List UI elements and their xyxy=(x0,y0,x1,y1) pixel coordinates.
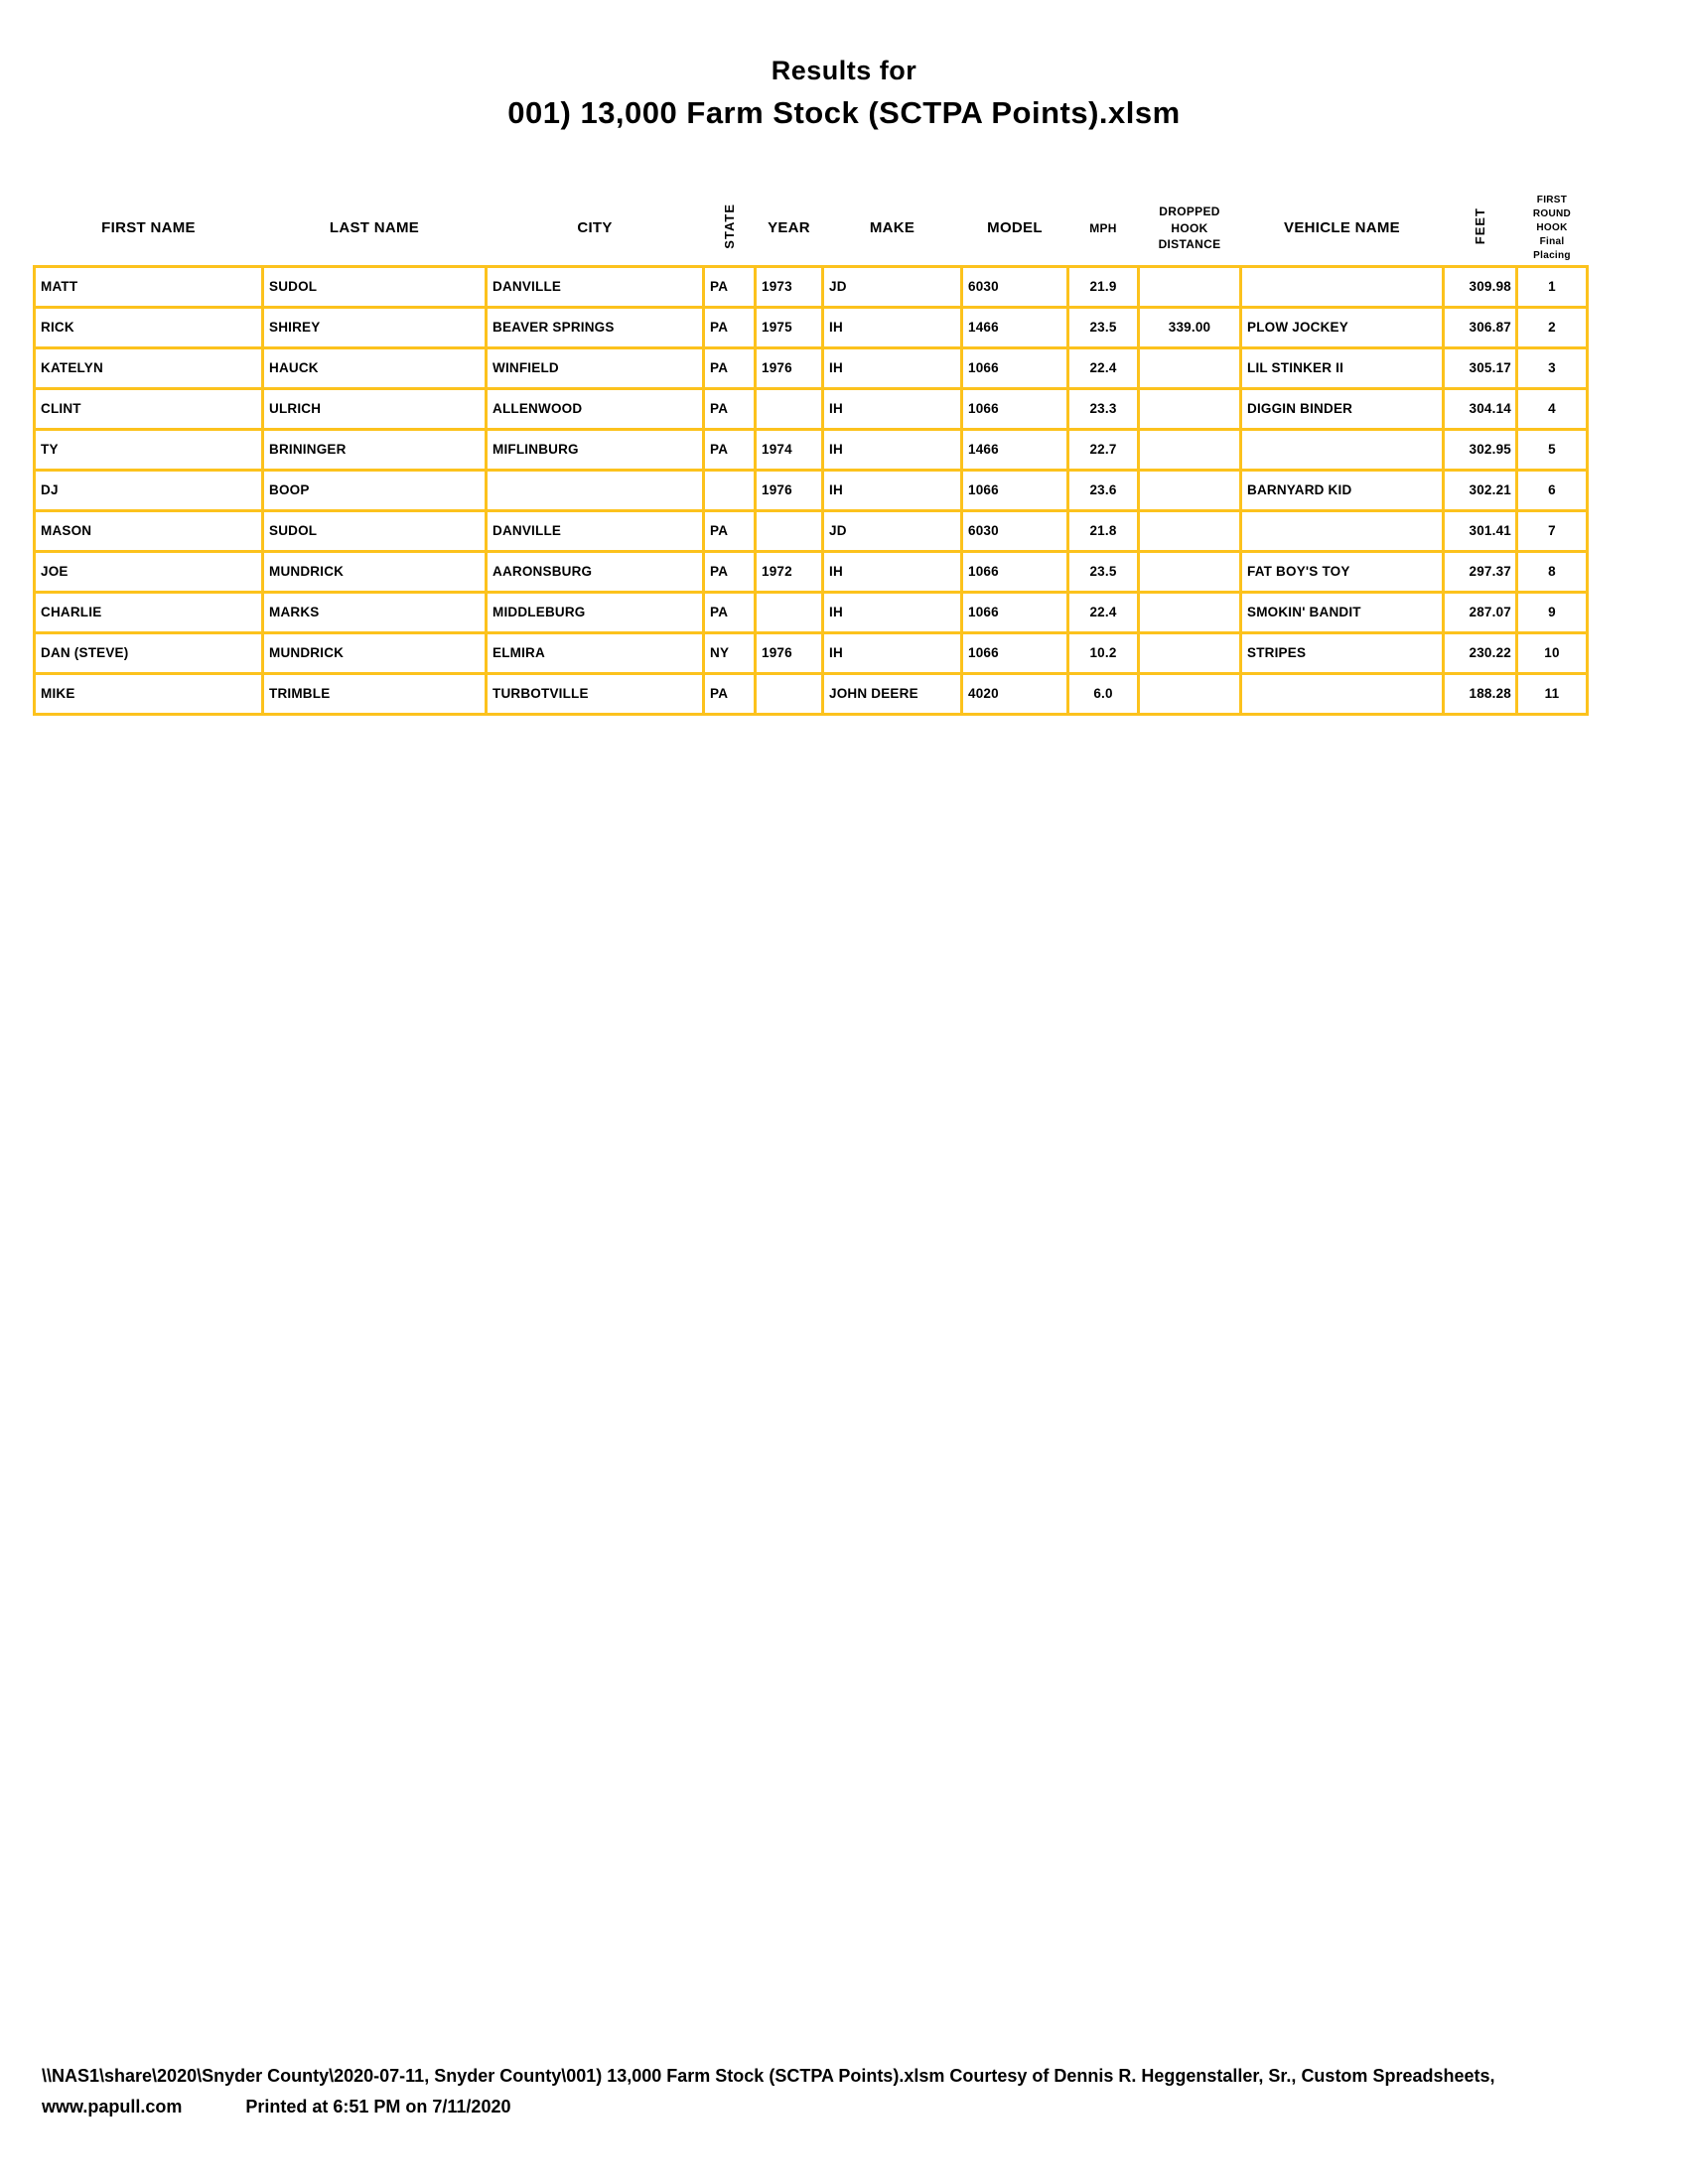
cell-year: 1976 xyxy=(756,632,823,673)
table-row xyxy=(35,347,1588,388)
cell-make: IH xyxy=(823,429,962,470)
cell-first-name: MIKE xyxy=(35,673,263,714)
table-row xyxy=(35,632,1588,673)
cell-city: MIFLINBURG xyxy=(487,429,704,470)
cell-vehicle-name: LIL STINKER II xyxy=(1241,347,1444,388)
cell-city: ALLENWOOD xyxy=(487,388,704,429)
cell-first-name: CHARLIE xyxy=(35,592,263,632)
cell-make: IH xyxy=(823,470,962,510)
cell-first-name: JOE xyxy=(35,551,263,592)
cell-dropped-hook-distance xyxy=(1139,510,1241,551)
cell-city xyxy=(487,470,704,510)
footer-printed-timestamp: Printed at 6:51 PM on 7/11/2020 xyxy=(245,2097,511,2116)
cell-first-name: MASON xyxy=(35,510,263,551)
cell-last-name: MUNDRICK xyxy=(263,551,487,592)
cell-last-name: SUDOL xyxy=(263,510,487,551)
table-row xyxy=(35,388,1588,429)
cell-year xyxy=(756,673,823,714)
cell-last-name: TRIMBLE xyxy=(263,673,487,714)
cell-mph: 22.4 xyxy=(1068,592,1139,632)
cell-placing: 10 xyxy=(1517,632,1588,673)
cell-dropped-hook-distance xyxy=(1139,266,1241,307)
cell-year: 1976 xyxy=(756,347,823,388)
cell-vehicle-name xyxy=(1241,429,1444,470)
cell-state: PA xyxy=(704,551,756,592)
cell-placing: 1 xyxy=(1517,266,1588,307)
results-table-body xyxy=(35,266,1588,714)
cell-feet: 297.37 xyxy=(1444,551,1517,592)
cell-vehicle-name xyxy=(1241,266,1444,307)
cell-city: ELMIRA xyxy=(487,632,704,673)
cell-last-name: SHIREY xyxy=(263,307,487,347)
column-header-feet xyxy=(1444,192,1517,266)
cell-make: JD xyxy=(823,266,962,307)
cell-mph: 23.3 xyxy=(1068,388,1139,429)
cell-year: 1972 xyxy=(756,551,823,592)
cell-make: IH xyxy=(823,632,962,673)
column-header-dropped-hook-distance: DROPPED HOOK DISTANCE xyxy=(1158,205,1221,251)
cell-model: 4020 xyxy=(962,673,1068,714)
cell-first-name: MATT xyxy=(35,266,263,307)
cell-vehicle-name: SMOKIN' BANDIT xyxy=(1241,592,1444,632)
table-row xyxy=(35,592,1588,632)
cell-make: JD xyxy=(823,510,962,551)
cell-feet: 301.41 xyxy=(1444,510,1517,551)
table-header-row xyxy=(35,192,1588,266)
cell-state: PA xyxy=(704,266,756,307)
cell-last-name: BOOP xyxy=(263,470,487,510)
cell-state: PA xyxy=(704,673,756,714)
cell-first-name: KATELYN xyxy=(35,347,263,388)
cell-vehicle-name: STRIPES xyxy=(1241,632,1444,673)
cell-mph: 23.5 xyxy=(1068,307,1139,347)
placing-header-sub: Final Placing xyxy=(1533,235,1571,261)
table-row xyxy=(35,551,1588,592)
cell-city: BEAVER SPRINGS xyxy=(487,307,704,347)
cell-make: IH xyxy=(823,388,962,429)
cell-model: 1066 xyxy=(962,470,1068,510)
cell-city: DANVILLE xyxy=(487,266,704,307)
column-header-first-round-hook-placing xyxy=(1517,192,1588,266)
cell-model: 6030 xyxy=(962,266,1068,307)
footer-website-link: www.papull.com xyxy=(42,2097,183,2116)
cell-dropped-hook-distance xyxy=(1139,592,1241,632)
cell-first-name: CLINT xyxy=(35,388,263,429)
cell-dropped-hook-distance xyxy=(1139,551,1241,592)
cell-city: MIDDLEBURG xyxy=(487,592,704,632)
footer-file-path-line: \\NAS1\share\2020\Snyder County\2020-07-11, Snyder County\001) 13,000 Farm Stock (SCTPA Points).xlsm Courtesy of Dennis R. Heggenstaller, Sr., Custom Spreadsheets, xyxy=(42,2066,1495,2086)
cell-feet: 302.95 xyxy=(1444,429,1517,470)
cell-feet: 306.87 xyxy=(1444,307,1517,347)
title-block xyxy=(0,56,1688,131)
cell-year: 1975 xyxy=(756,307,823,347)
column-header-year: YEAR xyxy=(768,219,810,237)
cell-feet: 287.07 xyxy=(1444,592,1517,632)
column-header-first-name: FIRST NAME xyxy=(101,219,196,237)
cell-placing: 9 xyxy=(1517,592,1588,632)
cell-feet: 309.98 xyxy=(1444,266,1517,307)
cell-year: 1976 xyxy=(756,470,823,510)
cell-dropped-hook-distance xyxy=(1139,388,1241,429)
cell-vehicle-name xyxy=(1241,673,1444,714)
cell-mph: 23.5 xyxy=(1068,551,1139,592)
cell-last-name: HAUCK xyxy=(263,347,487,388)
table-row xyxy=(35,510,1588,551)
cell-state xyxy=(704,470,756,510)
cell-state: PA xyxy=(704,307,756,347)
cell-mph: 10.2 xyxy=(1068,632,1139,673)
cell-make: IH xyxy=(823,307,962,347)
cell-feet: 304.14 xyxy=(1444,388,1517,429)
cell-mph: 21.9 xyxy=(1068,266,1139,307)
cell-year: 1974 xyxy=(756,429,823,470)
cell-state: PA xyxy=(704,429,756,470)
cell-city: DANVILLE xyxy=(487,510,704,551)
cell-first-name: RICK xyxy=(35,307,263,347)
column-header-city: CITY xyxy=(577,219,613,237)
cell-dropped-hook-distance xyxy=(1139,470,1241,510)
cell-vehicle-name: PLOW JOCKEY xyxy=(1241,307,1444,347)
page-title: Results for xyxy=(771,56,917,85)
cell-year xyxy=(756,592,823,632)
cell-dropped-hook-distance xyxy=(1139,632,1241,673)
page-footer xyxy=(42,2061,1495,2122)
cell-first-name: TY xyxy=(35,429,263,470)
cell-city: TURBOTVILLE xyxy=(487,673,704,714)
cell-placing: 4 xyxy=(1517,388,1588,429)
column-header-model: MODEL xyxy=(987,219,1043,237)
cell-last-name: MUNDRICK xyxy=(263,632,487,673)
cell-feet: 188.28 xyxy=(1444,673,1517,714)
feet-vertical-label: FEET xyxy=(1473,207,1487,245)
cell-city: WINFIELD xyxy=(487,347,704,388)
cell-mph: 6.0 xyxy=(1068,673,1139,714)
cell-feet: 305.17 xyxy=(1444,347,1517,388)
cell-model: 1066 xyxy=(962,347,1068,388)
column-header-state xyxy=(704,192,756,266)
cell-state: PA xyxy=(704,388,756,429)
cell-city: AARONSBURG xyxy=(487,551,704,592)
table-row xyxy=(35,429,1588,470)
table-row xyxy=(35,673,1588,714)
cell-placing: 7 xyxy=(1517,510,1588,551)
state-vertical-label: STATE xyxy=(722,203,737,249)
cell-placing: 2 xyxy=(1517,307,1588,347)
cell-last-name: ULRICH xyxy=(263,388,487,429)
column-header-make: MAKE xyxy=(869,219,915,237)
table-row xyxy=(35,470,1588,510)
cell-mph: 22.4 xyxy=(1068,347,1139,388)
cell-year xyxy=(756,388,823,429)
cell-state: PA xyxy=(704,347,756,388)
cell-dropped-hook-distance: 339.00 xyxy=(1139,307,1241,347)
cell-model: 6030 xyxy=(962,510,1068,551)
cell-mph: 21.8 xyxy=(1068,510,1139,551)
cell-model: 1066 xyxy=(962,551,1068,592)
cell-year: 1973 xyxy=(756,266,823,307)
cell-year xyxy=(756,510,823,551)
cell-mph: 23.6 xyxy=(1068,470,1139,510)
cell-make: IH xyxy=(823,347,962,388)
cell-model: 1466 xyxy=(962,307,1068,347)
cell-placing: 6 xyxy=(1517,470,1588,510)
column-header-vehicle-name: VEHICLE NAME xyxy=(1284,219,1400,237)
cell-vehicle-name: DIGGIN BINDER xyxy=(1241,388,1444,429)
cell-first-name: DAN (STEVE) xyxy=(35,632,263,673)
cell-mph: 22.7 xyxy=(1068,429,1139,470)
page-subtitle-filename: 001) 13,000 Farm Stock (SCTPA Points).xlsm xyxy=(507,95,1181,130)
table-row xyxy=(35,307,1588,347)
cell-make: IH xyxy=(823,551,962,592)
cell-vehicle-name: FAT BOY'S TOY xyxy=(1241,551,1444,592)
cell-last-name: BRININGER xyxy=(263,429,487,470)
cell-model: 1066 xyxy=(962,592,1068,632)
cell-dropped-hook-distance xyxy=(1139,347,1241,388)
cell-model: 1066 xyxy=(962,632,1068,673)
cell-make: JOHN DEERE xyxy=(823,673,962,714)
cell-last-name: SUDOL xyxy=(263,266,487,307)
cell-placing: 5 xyxy=(1517,429,1588,470)
cell-vehicle-name: BARNYARD KID xyxy=(1241,470,1444,510)
cell-state: PA xyxy=(704,592,756,632)
column-header-last-name: LAST NAME xyxy=(329,219,420,237)
cell-first-name: DJ xyxy=(35,470,263,510)
cell-model: 1466 xyxy=(962,429,1068,470)
footer-print-line xyxy=(42,2092,1495,2122)
results-table xyxy=(33,192,1589,716)
cell-last-name: MARKS xyxy=(263,592,487,632)
cell-state: PA xyxy=(704,510,756,551)
cell-feet: 302.21 xyxy=(1444,470,1517,510)
cell-placing: 3 xyxy=(1517,347,1588,388)
placing-header-main: FIRST ROUND HOOK xyxy=(1532,194,1572,233)
cell-feet: 230.22 xyxy=(1444,632,1517,673)
column-header-mph: MPH xyxy=(1089,220,1117,235)
cell-state: NY xyxy=(704,632,756,673)
cell-make: IH xyxy=(823,592,962,632)
table-row xyxy=(35,266,1588,307)
cell-placing: 8 xyxy=(1517,551,1588,592)
cell-placing: 11 xyxy=(1517,673,1588,714)
cell-vehicle-name xyxy=(1241,510,1444,551)
cell-dropped-hook-distance xyxy=(1139,673,1241,714)
cell-model: 1066 xyxy=(962,388,1068,429)
cell-dropped-hook-distance xyxy=(1139,429,1241,470)
